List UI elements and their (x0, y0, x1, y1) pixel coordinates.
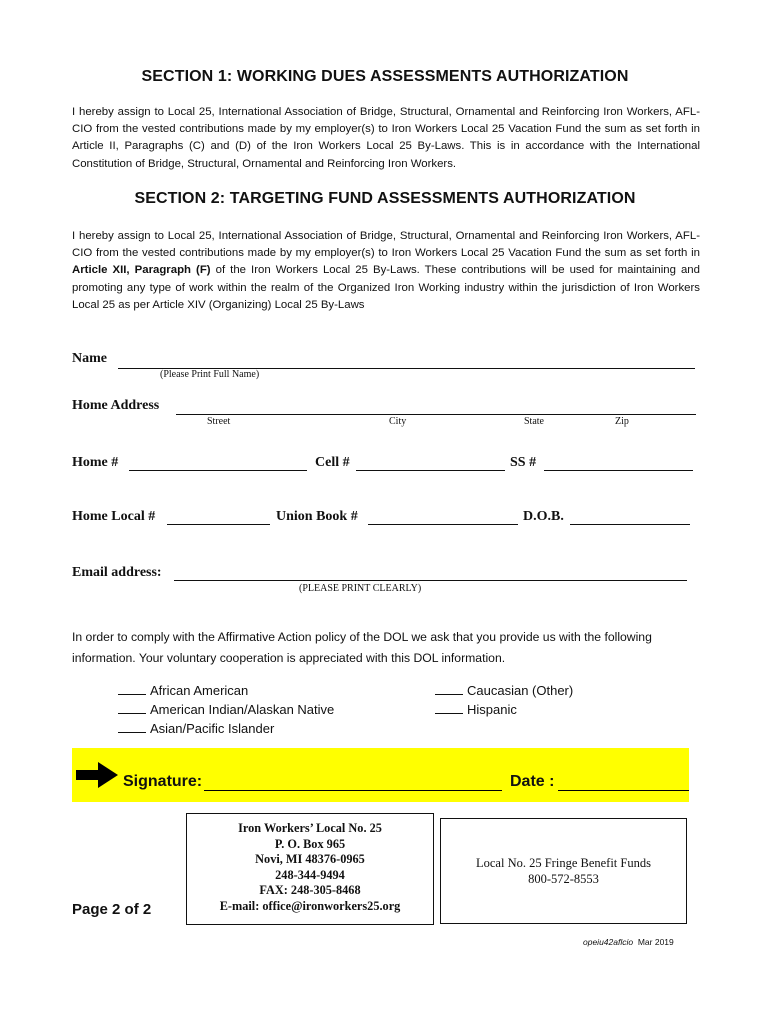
fringe-box (440, 818, 687, 924)
contact-line: P. O. Box 965 (274, 836, 346, 851)
signature-field[interactable] (204, 790, 502, 791)
footer-date: Mar 2019 (637, 937, 674, 947)
cell-label: Cell # (315, 455, 350, 470)
date-label: Date : (510, 773, 555, 790)
fringe-line2: 800-572-8553 (528, 872, 599, 886)
home-local-field[interactable] (167, 524, 270, 525)
section1-title: SECTION 1: WORKING DUES ASSESSMENTS AUTHORIZATION (141, 68, 629, 85)
email-label: Email address: (72, 565, 162, 580)
option-african-american[interactable] (118, 682, 248, 698)
section2-body-end: of the Iron Workers Local 25 By-Laws. These contributions will be used for maintaining and promoting any type of work within the realm of the Organized Iron Working industry within the jurisdiction of Iron Workers Local 25 as per Article XIV (Organizing) Local 25 By-Laws (72, 264, 700, 311)
union-book-field[interactable] (368, 524, 518, 525)
section1-body: I hereby assign to Local 25, International Association of Bridge, Structural, Ornamental and Reinforcing Iron Workers, AFL-CIO from the vested contributions made by my employer(s) to Iron Workers Local 25 Vacation Fund the sum as set forth in Article II, Paragraphs (C) and (D) of the Iron Workers Local 25 By-Laws. This is in accordance with the International Constitution of Bridge, Structural, Ornamental and Reinforcing Iron Workers. (72, 106, 700, 170)
footer-code: opeiu42aflcio (583, 937, 634, 947)
email-field[interactable] (174, 580, 687, 581)
ss-label: SS # (510, 455, 537, 470)
street-hint: Street (207, 416, 231, 427)
home-phone-label: Home # (72, 455, 119, 470)
section2-body-bold: Article XII, Paragraph (F) (72, 264, 211, 277)
signature-label: Signature: (123, 773, 203, 790)
section2-body (72, 228, 700, 314)
name-hint: (Please Print Full Name) (160, 369, 260, 380)
contact-line: Iron Workers’ Local No. 25 (238, 821, 382, 835)
section2-title: SECTION 2: TARGETING FUND ASSESSMENTS AUTHORIZATION (134, 190, 636, 207)
contact-line: FAX: 248-305-8468 (259, 883, 361, 897)
option-label: Hispanic (467, 702, 517, 717)
dob-field[interactable] (570, 524, 690, 525)
signature-bar (72, 748, 689, 802)
state-hint: State (524, 416, 544, 427)
checkbox-blank[interactable] (435, 682, 463, 695)
arrow-right-icon (74, 760, 120, 790)
checkbox-blank[interactable] (435, 701, 463, 714)
contact-line: Novi, MI 48376-0965 (255, 852, 365, 866)
address-field[interactable] (176, 414, 696, 415)
footer-code-line (583, 937, 674, 947)
affirmative-intro: In order to comply with the Affirmative Action policy of the DOL we ask that you provide us with the following information. Your voluntary cooperation is appreciated with this DOL information. (72, 630, 652, 665)
zip-hint: Zip (615, 416, 629, 427)
ss-field[interactable] (544, 470, 693, 471)
option-label: African American (150, 683, 249, 698)
option-label: Caucasian (Other) (467, 683, 574, 698)
section2-body-start: I hereby assign to Local 25, International Association of Bridge, Structural, Ornamental and Reinforcing Iron Workers, AFL-CIO from the vested contributions made by my employer(s) to Iron Workers Local 25 Vacation Fund the sum as set forth in (72, 230, 700, 260)
contact-line[interactable]: E-mail: office@ironworkers25.org (219, 898, 401, 913)
date-field[interactable] (558, 790, 689, 791)
checkbox-blank[interactable] (118, 701, 146, 714)
union-book-label: Union Book # (276, 509, 358, 524)
cell-field[interactable] (356, 470, 505, 471)
home-local-label: Home Local # (72, 509, 156, 524)
name-label: Name (72, 351, 107, 366)
option-asian-pacific[interactable] (118, 720, 274, 736)
city-hint: City (389, 416, 407, 427)
option-label: American Indian/Alaskan Native (150, 702, 335, 717)
checkbox-blank[interactable] (118, 682, 146, 695)
email-hint: (PLEASE PRINT CLEARLY) (299, 583, 422, 594)
contact-line: 248-344-9494 (275, 867, 345, 882)
page-number: Page 2 of 2 (72, 901, 152, 918)
option-american-indian[interactable] (118, 701, 334, 717)
checkbox-blank[interactable] (118, 720, 146, 733)
dob-label: D.O.B. (523, 509, 564, 524)
fringe-line1: Local No. 25 Fringe Benefit Funds (476, 856, 651, 870)
option-label: Asian/Pacific Islander (150, 721, 275, 736)
option-caucasian[interactable] (435, 682, 573, 698)
contact-box (186, 813, 434, 925)
home-phone-field[interactable] (129, 470, 307, 471)
address-label: Home Address (72, 398, 160, 413)
option-hispanic[interactable] (435, 701, 517, 717)
